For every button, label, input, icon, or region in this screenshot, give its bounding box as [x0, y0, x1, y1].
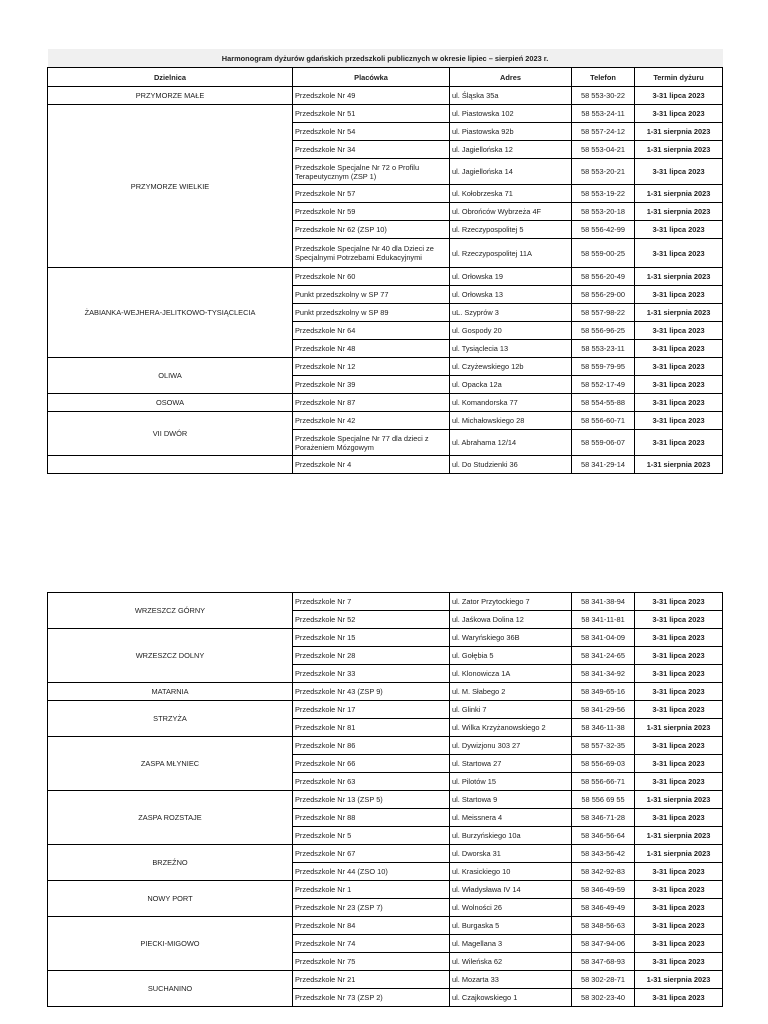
telefon-cell: 58 342-92-83	[572, 863, 635, 881]
adres-cell: ul. Czajkowskiego 1	[450, 989, 572, 1007]
telefon-cell: 58 556-66-71	[572, 773, 635, 791]
termin-cell: 3-31 lipca 2023	[635, 611, 723, 629]
table-row	[48, 629, 723, 647]
header-termin: Termin dyżuru	[635, 68, 723, 87]
telefon-cell: 58 346-56-64	[572, 827, 635, 845]
telefon-cell: 58 302-28-71	[572, 971, 635, 989]
adres-cell: ul. Klonowicza 1A	[450, 665, 572, 683]
termin-cell: 3-31 lipca 2023	[635, 412, 723, 430]
termin-cell: 3-31 lipca 2023	[635, 773, 723, 791]
termin-cell: 3-31 lipca 2023	[635, 87, 723, 105]
termin-cell: 3-31 lipca 2023	[635, 683, 723, 701]
table-row	[48, 917, 723, 935]
adres-cell: ul. Obrońców Wybrzeża 4F	[450, 203, 572, 221]
termin-cell: 1-31 sierpnia 2023	[635, 123, 723, 141]
header-adres: Adres	[450, 68, 572, 87]
table-row	[48, 412, 723, 430]
district-cell: WRZESZCZ DOLNY	[48, 629, 293, 683]
placowka-cell: Przedszkole Nr 43 (ZSP 9)	[293, 683, 450, 701]
termin-cell: 1-31 sierpnia 2023	[635, 185, 723, 203]
telefon-cell: 58 559-06-07	[572, 430, 635, 456]
district-cell: SUCHANINO	[48, 971, 293, 1007]
adres-cell: uL. Szyprów 3	[450, 304, 572, 322]
termin-cell: 3-31 lipca 2023	[635, 629, 723, 647]
adres-cell: ul. Gospody 20	[450, 322, 572, 340]
adres-cell: ul. Czyżewskiego 12b	[450, 358, 572, 376]
placowka-cell: Przedszkole Nr 49	[293, 87, 450, 105]
placowka-cell: Przedszkole Nr 52	[293, 611, 450, 629]
telefon-cell: 58 556-69-03	[572, 755, 635, 773]
adres-cell: ul. Burzyńskiego 10a	[450, 827, 572, 845]
termin-cell: 3-31 lipca 2023	[635, 917, 723, 935]
header-telefon: Telefon	[572, 68, 635, 87]
termin-cell: 3-31 lipca 2023	[635, 239, 723, 268]
table-row	[48, 683, 723, 701]
placowka-cell: Przedszkole Nr 86	[293, 737, 450, 755]
adres-cell: ul. Burgaska 5	[450, 917, 572, 935]
telefon-cell: 58 346-71-28	[572, 809, 635, 827]
termin-cell: 3-31 lipca 2023	[635, 755, 723, 773]
district-cell: OSOWA	[48, 394, 293, 412]
telefon-cell: 58 559-00-25	[572, 239, 635, 268]
placowka-cell: Przedszkole Nr 67	[293, 845, 450, 863]
placowka-cell: Przedszkole Nr 1	[293, 881, 450, 899]
placowka-cell: Przedszkole Nr 39	[293, 376, 450, 394]
table-row	[48, 881, 723, 899]
placowka-cell: Przedszkole Nr 28	[293, 647, 450, 665]
table-row	[48, 87, 723, 105]
adres-cell: ul. Michałowskiego 28	[450, 412, 572, 430]
telefon-cell: 58 341-29-14	[572, 456, 635, 474]
schedule-body-1	[48, 87, 723, 474]
placowka-cell: Przedszkole Specjalne Nr 77 dla dzieci z Porażeniem Mózgowym	[293, 430, 450, 456]
telefon-cell: 58 341-24-65	[572, 647, 635, 665]
adres-cell: ul. Rzeczypospolitej 11A	[450, 239, 572, 268]
placowka-cell: Przedszkole Nr 44 (ZSO 10)	[293, 863, 450, 881]
termin-cell: 3-31 lipca 2023	[635, 881, 723, 899]
placowka-cell: Przedszkole Nr 17	[293, 701, 450, 719]
district-cell: OLIWA	[48, 358, 293, 394]
district-cell: ZASPA MŁYNIEC	[48, 737, 293, 791]
placowka-cell: Przedszkole Nr 88	[293, 809, 450, 827]
district-cell: PRZYMORZE MAŁE	[48, 87, 293, 105]
telefon-cell: 58 556-42-99	[572, 221, 635, 239]
placowka-cell: Przedszkole Nr 59	[293, 203, 450, 221]
placowka-cell: Przedszkole Nr 48	[293, 340, 450, 358]
adres-cell: ul. Do Studzienki 36	[450, 456, 572, 474]
telefon-cell: 58 556-60-71	[572, 412, 635, 430]
telefon-cell: 58 553-23-11	[572, 340, 635, 358]
schedule-body-2	[48, 593, 723, 1007]
table-row	[48, 358, 723, 376]
adres-cell: ul. Piastowska 92b	[450, 123, 572, 141]
placowka-cell: Przedszkole Nr 60	[293, 268, 450, 286]
adres-cell: ul. Śląska 35a	[450, 87, 572, 105]
table-row	[48, 105, 723, 123]
termin-cell: 3-31 lipca 2023	[635, 899, 723, 917]
telefon-cell: 58 349-65-16	[572, 683, 635, 701]
termin-cell: 3-31 lipca 2023	[635, 665, 723, 683]
telefon-cell: 58 341-11-81	[572, 611, 635, 629]
table-row	[48, 456, 723, 474]
adres-cell: ul. Kołobrzeska 71	[450, 185, 572, 203]
telefon-cell: 58 556 69 55	[572, 791, 635, 809]
telefon-cell: 58 346-49-49	[572, 899, 635, 917]
district-cell: PIECKI-MIGOWO	[48, 917, 293, 971]
termin-cell: 3-31 lipca 2023	[635, 935, 723, 953]
placowka-cell: Przedszkole Nr 21	[293, 971, 450, 989]
placowka-cell: Przedszkole Nr 87	[293, 394, 450, 412]
termin-cell: 3-31 lipca 2023	[635, 989, 723, 1007]
termin-cell: 3-31 lipca 2023	[635, 863, 723, 881]
termin-cell: 3-31 lipca 2023	[635, 105, 723, 123]
termin-cell: 3-31 lipca 2023	[635, 953, 723, 971]
adres-cell: ul. Krasickiego 10	[450, 863, 572, 881]
schedule-page-2	[47, 592, 722, 1007]
telefon-cell: 58 552-17-49	[572, 376, 635, 394]
placowka-cell: Przedszkole Nr 74	[293, 935, 450, 953]
table-row	[48, 971, 723, 989]
termin-cell: 3-31 lipca 2023	[635, 701, 723, 719]
adres-cell: ul. Opacka 12a	[450, 376, 572, 394]
placowka-cell: Przedszkole Nr 66	[293, 755, 450, 773]
telefon-cell: 58 553-04-21	[572, 141, 635, 159]
telefon-cell: 58 554-55-88	[572, 394, 635, 412]
adres-cell: ul. Abrahama 12/14	[450, 430, 572, 456]
table-row	[48, 737, 723, 755]
district-cell: VII DWÓR	[48, 412, 293, 456]
district-cell: PRZYMORZE WIELKIE	[48, 105, 293, 268]
adres-cell: ul. Dywizjonu 303 27	[450, 737, 572, 755]
telefon-cell: 58 346-11-38	[572, 719, 635, 737]
table-row	[48, 701, 723, 719]
placowka-cell: Przedszkole Nr 33	[293, 665, 450, 683]
placowka-cell: Przedszkole Nr 4	[293, 456, 450, 474]
adres-cell: ul. Komandorska 77	[450, 394, 572, 412]
placowka-cell: Przedszkole Nr 84	[293, 917, 450, 935]
termin-cell: 1-31 sierpnia 2023	[635, 456, 723, 474]
placowka-cell: Przedszkole Nr 81	[293, 719, 450, 737]
adres-cell: ul. Wilka Krzyżanowskiego 2	[450, 719, 572, 737]
adres-cell: ul. Jagiellońska 12	[450, 141, 572, 159]
termin-cell: 3-31 lipca 2023	[635, 647, 723, 665]
adres-cell: ul. Wileńska 62	[450, 953, 572, 971]
placowka-cell: Przedszkole Nr 51	[293, 105, 450, 123]
telefon-cell: 58 559-79-95	[572, 358, 635, 376]
termin-cell: 1-31 sierpnia 2023	[635, 141, 723, 159]
termin-cell: 3-31 lipca 2023	[635, 322, 723, 340]
termin-cell: 3-31 lipca 2023	[635, 221, 723, 239]
placowka-cell: Przedszkole Nr 62 (ZSP 10)	[293, 221, 450, 239]
adres-cell: ul. Startowa 9	[450, 791, 572, 809]
telefon-cell: 58 302-23-40	[572, 989, 635, 1007]
placowka-cell: Przedszkole Nr 23 (ZSP 7)	[293, 899, 450, 917]
placowka-cell: Przedszkole Nr 64	[293, 322, 450, 340]
telefon-cell: 58 343-56-42	[572, 845, 635, 863]
telefon-cell: 58 553-20-18	[572, 203, 635, 221]
placowka-cell: Przedszkole Nr 42	[293, 412, 450, 430]
termin-cell: 1-31 sierpnia 2023	[635, 304, 723, 322]
adres-cell: ul. Startowa 27	[450, 755, 572, 773]
telefon-cell: 58 553-20-21	[572, 159, 635, 185]
termin-cell: 1-31 sierpnia 2023	[635, 719, 723, 737]
termin-cell: 3-31 lipca 2023	[635, 809, 723, 827]
termin-cell: 3-31 lipca 2023	[635, 159, 723, 185]
termin-cell: 1-31 sierpnia 2023	[635, 827, 723, 845]
adres-cell: ul. Zator Przytockiego 7	[450, 593, 572, 611]
adres-cell: ul. Mozarta 33	[450, 971, 572, 989]
telefon-cell: 58 341-38-94	[572, 593, 635, 611]
termin-cell: 3-31 lipca 2023	[635, 394, 723, 412]
header-placowka: Placówka	[293, 68, 450, 87]
placowka-cell: Przedszkole Nr 75	[293, 953, 450, 971]
table-row	[48, 791, 723, 809]
adres-cell: ul. Dworska 31	[450, 845, 572, 863]
placowka-cell: Przedszkole Nr 7	[293, 593, 450, 611]
termin-cell: 1-31 sierpnia 2023	[635, 845, 723, 863]
schedule-page-1	[47, 49, 722, 474]
district-cell	[48, 456, 293, 474]
termin-cell: 3-31 lipca 2023	[635, 376, 723, 394]
telefon-cell: 58 556-29-00	[572, 286, 635, 304]
placowka-cell: Przedszkole Specjalne Nr 40 dla Dzieci ze Specjalnymi Potrzebami Edukacyjnymi	[293, 239, 450, 268]
telefon-cell: 58 346-49-59	[572, 881, 635, 899]
placowka-cell: Punkt przedszkolny w SP 77	[293, 286, 450, 304]
adres-cell: ul. Rzeczypospolitej 5	[450, 221, 572, 239]
placowka-cell: Przedszkole Nr 13 (ZSP 5)	[293, 791, 450, 809]
placowka-cell: Przedszkole Nr 34	[293, 141, 450, 159]
termin-cell: 3-31 lipca 2023	[635, 358, 723, 376]
termin-cell: 3-31 lipca 2023	[635, 340, 723, 358]
termin-cell: 1-31 sierpnia 2023	[635, 971, 723, 989]
termin-cell: 1-31 sierpnia 2023	[635, 203, 723, 221]
placowka-cell: Przedszkole Nr 5	[293, 827, 450, 845]
document-title: Harmonogram dyżurów gdańskich przedszkoli publicznych w okresie lipiec – sierpień 2023 r.	[48, 49, 723, 68]
placowka-cell: Przedszkole Nr 12	[293, 358, 450, 376]
adres-cell: ul. Jaśkowa Dolina 12	[450, 611, 572, 629]
table-row	[48, 593, 723, 611]
table-row	[48, 268, 723, 286]
telefon-cell: 58 557-24-12	[572, 123, 635, 141]
adres-cell: ul. Waryńskiego 36B	[450, 629, 572, 647]
telefon-cell: 58 347-94-06	[572, 935, 635, 953]
termin-cell: 3-31 lipca 2023	[635, 286, 723, 304]
placowka-cell: Przedszkole Nr 63	[293, 773, 450, 791]
placowka-cell: Przedszkole Nr 54	[293, 123, 450, 141]
adres-cell: ul. Meissnera 4	[450, 809, 572, 827]
adres-cell: ul. Magellana 3	[450, 935, 572, 953]
telefon-cell: 58 341-34-92	[572, 665, 635, 683]
termin-cell: 3-31 lipca 2023	[635, 430, 723, 456]
schedule-table	[47, 49, 723, 474]
district-cell: BRZEŹNO	[48, 845, 293, 881]
telefon-cell: 58 553-24-11	[572, 105, 635, 123]
district-cell: WRZESZCZ GÓRNY	[48, 593, 293, 629]
termin-cell: 3-31 lipca 2023	[635, 593, 723, 611]
telefon-cell: 58 556-96-25	[572, 322, 635, 340]
district-cell: MATARNIA	[48, 683, 293, 701]
district-cell: ŻABIANKA-WEJHERA-JELITKOWO-TYSIĄCLECIA	[48, 268, 293, 358]
schedule-table-continued	[47, 592, 723, 1007]
district-cell: STRZYŻA	[48, 701, 293, 737]
adres-cell: ul. Gołębia 5	[450, 647, 572, 665]
placowka-cell: Przedszkole Specjalne Nr 72 o Profilu Terapeutycznym (ZSP 1)	[293, 159, 450, 185]
telefon-cell: 58 556-20-49	[572, 268, 635, 286]
telefon-cell: 58 557-32-35	[572, 737, 635, 755]
placowka-cell: Przedszkole Nr 73 (ZSP 2)	[293, 989, 450, 1007]
district-cell: ZASPA ROZSTAJE	[48, 791, 293, 845]
placowka-cell: Przedszkole Nr 57	[293, 185, 450, 203]
adres-cell: ul. Piastowska 102	[450, 105, 572, 123]
termin-cell: 1-31 sierpnia 2023	[635, 791, 723, 809]
adres-cell: ul. Orłowska 13	[450, 286, 572, 304]
adres-cell: ul. Wolności 26	[450, 899, 572, 917]
telefon-cell: 58 553-19-22	[572, 185, 635, 203]
adres-cell: ul. Pilotów 15	[450, 773, 572, 791]
adres-cell: ul. Glinki 7	[450, 701, 572, 719]
telefon-cell: 58 347-68-93	[572, 953, 635, 971]
telefon-cell: 58 348-56-63	[572, 917, 635, 935]
table-row	[48, 845, 723, 863]
telefon-cell: 58 553-30-22	[572, 87, 635, 105]
telefon-cell: 58 557-98-22	[572, 304, 635, 322]
adres-cell: ul. Władysława IV 14	[450, 881, 572, 899]
placowka-cell: Przedszkole Nr 15	[293, 629, 450, 647]
header-dzielnica: Dzielnica	[48, 68, 293, 87]
termin-cell: 1-31 sierpnia 2023	[635, 268, 723, 286]
placowka-cell: Punkt przedszkolny w SP 89	[293, 304, 450, 322]
adres-cell: ul. Jagiellońska 14	[450, 159, 572, 185]
table-row	[48, 394, 723, 412]
adres-cell: ul. Orłowska 19	[450, 268, 572, 286]
district-cell: NOWY PORT	[48, 881, 293, 917]
telefon-cell: 58 341-29-56	[572, 701, 635, 719]
adres-cell: ul. M. Słabego 2	[450, 683, 572, 701]
termin-cell: 3-31 lipca 2023	[635, 737, 723, 755]
adres-cell: ul. Tysiąclecia 13	[450, 340, 572, 358]
telefon-cell: 58 341-04-09	[572, 629, 635, 647]
